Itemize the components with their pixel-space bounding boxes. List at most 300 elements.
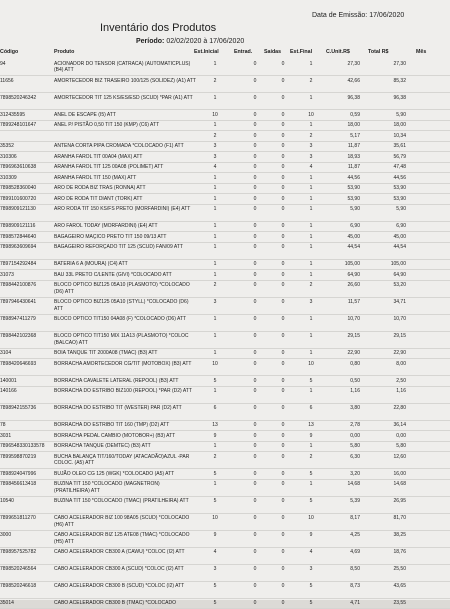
cell-total: 22,90 (368, 350, 406, 357)
cell-c-unit: 53,90 (324, 196, 360, 203)
cell-total: 105,00 (368, 261, 406, 268)
cell-c-unit: 8,17 (324, 515, 360, 522)
report-title: Inventário dos Produtos (100, 22, 216, 34)
cell-entrad: 0 (248, 282, 262, 289)
cell-est-final: 1 (302, 206, 320, 213)
cell-saidas: 0 (276, 433, 290, 440)
cell-total: 85,32 (368, 78, 406, 85)
cell-c-unit: 0,50 (324, 378, 360, 385)
cell-est-final: 1 (302, 388, 320, 395)
cell-produto: ARO DE RODA TIT DIANT (TORK) ATT (54, 196, 196, 203)
cell-entrad: 0 (248, 454, 262, 461)
cell-produto: ANTENA CORTA PIPA CROMADA *COLOCADO (F1) ATT (54, 143, 196, 150)
cell-est-final: 1 (302, 261, 320, 268)
cell-est-final: 2 (302, 78, 320, 85)
cell-c-unit: 6,30 (324, 454, 360, 461)
cell-total: 53,90 (368, 196, 406, 203)
cell-produto: BORRACHA PEDAL CAMBIO (MOTOBOR+) (B3) ATT (54, 433, 196, 440)
cell-saidas: 0 (276, 272, 290, 279)
cell-est-final: 3 (302, 143, 320, 150)
cell-est-final: 1 (302, 481, 320, 488)
cell-codigo: 7898909121130 (0, 206, 52, 213)
cell-est-inicial: 1 (208, 316, 222, 323)
cell-produto: BORRACHA DO ESTRIBO TIT (WESTER) PAR (D2) ATT (54, 405, 196, 412)
cell-total: 1,16 (368, 388, 406, 395)
cell-saidas: 0 (276, 164, 290, 171)
cell-produto: CABO ACELERADOR CB300 A (SCUD) *COLOC (I2) ATT (54, 566, 196, 573)
table-row (0, 222, 450, 233)
cell-entrad: 0 (248, 549, 262, 556)
cell-total: 64,90 (368, 272, 406, 279)
cell-est-inicial: 2 (208, 133, 222, 140)
cell-est-inicial: 1 (208, 388, 222, 395)
table-row (0, 121, 450, 132)
cell-est-inicial: 1 (208, 333, 222, 340)
cell-produto: ACIONADOR DO TENSOR (CATRACA) (AUTOMATICPLUS) (B4) ATT (54, 61, 196, 74)
cell-produto: ANEL P/ PISTÃO 0,50 TIT 150 (KMP) (C6) ATT (54, 122, 196, 129)
cell-c-unit: 4,71 (324, 600, 360, 607)
cell-total: 18,00 (368, 122, 406, 129)
cell-c-unit: 5,39 (324, 498, 360, 505)
cell-produto: BUCHA BALANÇA TIT/160/TODAY (ATACADÃO)AZUL -PAR COLOC. (A5) ATT (54, 454, 196, 467)
cell-codigo: 11656 (0, 78, 52, 85)
cell-c-unit: 6,90 (324, 223, 360, 230)
cell-produto: BOIA TANQUE TIT 2000A08 (TMAC) (B3) ATT (54, 350, 196, 357)
cell-codigo: 7898963609694 (0, 244, 52, 251)
cell-est-inicial: 10 (208, 361, 222, 368)
cell-c-unit: 64,90 (324, 272, 360, 279)
cell-total: 10,70 (368, 316, 406, 323)
cell-entrad: 0 (248, 261, 262, 268)
table-row (0, 110, 450, 121)
table-row (0, 497, 450, 514)
cell-c-unit: 44,56 (324, 175, 360, 182)
cell-entrad: 0 (248, 333, 262, 340)
cell-est-final: 1 (302, 175, 320, 182)
cell-codigo: 7898520246342 (0, 95, 52, 102)
cell-entrad: 0 (248, 316, 262, 323)
cell-est-final: 2 (302, 282, 320, 289)
table-row (0, 359, 450, 376)
table-row (0, 184, 450, 195)
cell-entrad: 0 (248, 422, 262, 429)
cell-total: 38,25 (368, 532, 406, 539)
cell-codigo: 10540 (0, 498, 52, 505)
table-row (0, 452, 450, 469)
cell-est-final: 2 (302, 133, 320, 140)
cell-est-inicial: 3 (208, 143, 222, 150)
table-row (0, 349, 450, 360)
table-row (0, 205, 450, 222)
cell-total: 5,90 (368, 206, 406, 213)
cell-est-inicial: 1 (208, 443, 222, 450)
cell-codigo: 3031 (0, 433, 52, 440)
report-period (136, 38, 244, 45)
cell-c-unit: 26,60 (324, 282, 360, 289)
cell-entrad: 0 (248, 206, 262, 213)
cell-est-inicial: 3 (208, 154, 222, 161)
cell-produto: CABO ACELERADOR CB300 B (TMAC) *COLOCADO (54, 600, 196, 607)
table-row (0, 232, 450, 243)
table-row (0, 548, 450, 565)
cell-total: 25,50 (368, 566, 406, 573)
cell-est-inicial: 4 (208, 549, 222, 556)
cell-c-unit: 5,80 (324, 443, 360, 450)
cell-saidas: 0 (276, 549, 290, 556)
cell-c-unit: 11,87 (324, 164, 360, 171)
cell-codigo: 7896548330133578 (0, 443, 52, 450)
cell-est-inicial: 1 (208, 206, 222, 213)
cell-saidas: 0 (276, 361, 290, 368)
cell-est-inicial: 10 (208, 112, 222, 119)
cell-produto: BAGAGEIRO REFORÇADO TIT 125 (SCUD) FAN/09 ATT (54, 244, 196, 251)
cell-c-unit: 3,20 (324, 471, 360, 478)
cell-produto: AMORTECEDOR TIT 125 KS/ES/ESD (SCUD) *PAR (A1) ATT (54, 95, 196, 102)
cell-est-inicial: 1 (208, 175, 222, 182)
cell-total: 35,61 (368, 143, 406, 150)
cell-produto: BLOCO OPTICO BIZ125 05A10 (STYLL) *COLOCADO (D6) ATT (54, 299, 196, 312)
cell-saidas: 0 (276, 600, 290, 607)
cell-c-unit: 0,00 (324, 433, 360, 440)
cell-c-unit: 8,50 (324, 566, 360, 573)
cell-est-inicial: 2 (208, 78, 222, 85)
cell-saidas: 0 (276, 78, 290, 85)
cell-entrad: 0 (248, 61, 262, 68)
cell-saidas: 0 (276, 481, 290, 488)
cell-produto: BAU 33L PRETO C/LENTE (GIVI) *COLOCADO ATT (54, 272, 196, 279)
cell-est-inicial: 4 (208, 164, 222, 171)
table-row (0, 298, 450, 315)
cell-codigo: 3104 (0, 350, 52, 357)
cell-entrad: 0 (248, 164, 262, 171)
cell-saidas: 0 (276, 422, 290, 429)
table-row (0, 421, 450, 432)
cell-codigo: 7898942155736 (0, 405, 52, 412)
table-row (0, 599, 450, 609)
cell-c-unit: 5,90 (324, 206, 360, 213)
cell-saidas: 0 (276, 234, 290, 241)
cell-codigo: 7898456613418 (0, 481, 52, 488)
cell-saidas: 0 (276, 185, 290, 192)
cell-est-inicial: 5 (208, 600, 222, 607)
cell-entrad: 0 (248, 471, 262, 478)
cell-saidas: 0 (276, 316, 290, 323)
cell-est-inicial: 5 (208, 471, 222, 478)
cell-c-unit: 45,00 (324, 234, 360, 241)
cell-saidas: 0 (276, 95, 290, 102)
table-row (0, 142, 450, 153)
cell-saidas: 0 (276, 583, 290, 590)
cell-est-inicial: 1 (208, 185, 222, 192)
cell-codigo: 7896963610638 (0, 164, 52, 171)
table-row (0, 152, 450, 163)
cell-est-final: 6 (302, 405, 320, 412)
cell-entrad: 0 (248, 532, 262, 539)
cell-saidas: 0 (276, 133, 290, 140)
column-header-entrad: Entrad. (234, 49, 252, 55)
column-header-mes: Mês (416, 49, 426, 55)
cell-est-final: 1 (302, 95, 320, 102)
cell-produto: BUZINA TIT 150 *COLOCADO (MAGNETRON) (PRATILHEIRA) ATT (54, 481, 196, 494)
column-header-c-unit: C.Unit.R$ (326, 49, 350, 55)
cell-est-final: 5 (302, 498, 320, 505)
cell-produto: ARO RODA TIT 150 KS/FS PRETO (MORFARDINI) (E4) ATT (54, 206, 196, 213)
cell-est-final: 1 (302, 316, 320, 323)
cell-est-final: 1 (302, 223, 320, 230)
table-row (0, 163, 450, 174)
cell-codigo: 7898924047996 (0, 471, 52, 478)
cell-est-final: 5 (302, 378, 320, 385)
cell-saidas: 0 (276, 388, 290, 395)
cell-c-unit: 10,70 (324, 316, 360, 323)
cell-entrad: 0 (248, 272, 262, 279)
cell-c-unit: 11,87 (324, 143, 360, 150)
period-label: Período: (136, 38, 164, 45)
cell-codigo: 7898442100876 (0, 282, 52, 289)
cell-saidas: 0 (276, 515, 290, 522)
column-header-saidas: Saídas (264, 49, 281, 55)
cell-est-final: 3 (302, 566, 320, 573)
cell-c-unit: 0,80 (324, 361, 360, 368)
cell-produto: BORRACHA DO ESTRIBO BIZ100 (REPOOL) *PAR (D2) ATT (54, 388, 196, 395)
cell-est-final: 3 (302, 299, 320, 306)
cell-est-final: 1 (302, 122, 320, 129)
table-row (0, 93, 450, 110)
cell-total: 45,00 (368, 234, 406, 241)
cell-total: 8,00 (368, 361, 406, 368)
cell-est-final: 10 (302, 361, 320, 368)
cell-total: 10,34 (368, 133, 406, 140)
cell-saidas: 0 (276, 532, 290, 539)
cell-codigo: 7899651811270 (0, 515, 52, 522)
cell-est-inicial: 3 (208, 299, 222, 306)
cell-entrad: 0 (248, 388, 262, 395)
cell-est-final: 4 (302, 549, 320, 556)
cell-est-final: 10 (302, 515, 320, 522)
cell-saidas: 0 (276, 443, 290, 450)
cell-produto: ANEL DE ESCAPE (I5) ATT (54, 112, 196, 119)
cell-total: 14,68 (368, 481, 406, 488)
cell-est-final: 9 (302, 532, 320, 539)
cell-saidas: 0 (276, 471, 290, 478)
cell-est-inicial: 9 (208, 433, 222, 440)
cell-total: 27,30 (368, 61, 406, 68)
cell-total: 16,00 (368, 471, 406, 478)
cell-produto: CABO ACELERADOR BIZ 125 ATE08 (TMAC) *COLOCADO (H5) ATT (54, 532, 196, 545)
table-row (0, 315, 450, 332)
cell-est-inicial: 9 (208, 532, 222, 539)
cell-est-final: 1 (302, 185, 320, 192)
cell-produto: BLOCO OPTICO TIT150 04A08 (F) *COLOCADO (D6) ATT (54, 316, 196, 323)
cell-codigo: 310306 (0, 154, 52, 161)
cell-c-unit: 29,15 (324, 333, 360, 340)
column-header-total: Total R$ (368, 49, 389, 55)
cell-est-final: 1 (302, 443, 320, 450)
cell-est-inicial: 5 (208, 498, 222, 505)
cell-codigo: 7898572844640 (0, 234, 52, 241)
cell-saidas: 0 (276, 112, 290, 119)
cell-saidas: 0 (276, 333, 290, 340)
cell-codigo: 7898520246564 (0, 566, 52, 573)
cell-saidas: 0 (276, 454, 290, 461)
table-row (0, 131, 450, 142)
cell-entrad: 0 (248, 443, 262, 450)
cell-saidas: 0 (276, 498, 290, 505)
cell-est-final: 1 (302, 272, 320, 279)
cell-produto: BLOCO OPTICO BIZ125 05A10 (PLASMOTO) *COLOCADO (D6) ATT (54, 282, 196, 295)
cell-total: 96,38 (368, 95, 406, 102)
cell-c-unit: 4,69 (324, 549, 360, 556)
cell-saidas: 0 (276, 378, 290, 385)
cell-produto: BATERIA 6 A (MOURA) (C4) ATT (54, 261, 196, 268)
cell-saidas: 0 (276, 261, 290, 268)
cell-total: 44,56 (368, 175, 406, 182)
cell-total: 53,20 (368, 282, 406, 289)
cell-saidas: 0 (276, 143, 290, 150)
cell-est-final: 1 (302, 350, 320, 357)
cell-codigo: 3000 (0, 532, 52, 539)
cell-codigo: 7898957525782 (0, 549, 52, 556)
cell-total: 53,90 (368, 185, 406, 192)
cell-est-inicial: 2 (208, 282, 222, 289)
table-row (0, 469, 450, 480)
table-row (0, 582, 450, 599)
table-row (0, 59, 450, 76)
cell-c-unit: 3,80 (324, 405, 360, 412)
table-row (0, 565, 450, 582)
table-row (0, 281, 450, 298)
cell-c-unit: 53,90 (324, 185, 360, 192)
table-row (0, 332, 450, 349)
cell-est-final: 2 (302, 454, 320, 461)
cell-produto: ARANHA FAROL TIT 150 (MAX) ATT (54, 175, 196, 182)
cell-total: 0,00 (368, 433, 406, 440)
cell-est-final: 10 (302, 112, 320, 119)
cell-entrad: 0 (248, 433, 262, 440)
cell-est-inicial: 1 (208, 481, 222, 488)
cell-est-inicial: 5 (208, 583, 222, 590)
cell-saidas: 0 (276, 154, 290, 161)
table-row (0, 404, 450, 421)
inventory-table-body (0, 59, 450, 609)
table-row (0, 480, 450, 497)
cell-entrad: 0 (248, 350, 262, 357)
table-row (0, 376, 450, 387)
cell-produto: ARANHA FAROL TIT 125 00A08 (POLIMET) ATT (54, 164, 196, 171)
period-start: 02/02/2020 (166, 38, 201, 45)
cell-entrad: 0 (248, 299, 262, 306)
cell-entrad: 0 (248, 154, 262, 161)
cell-codigo: 7899101600720 (0, 196, 52, 203)
cell-total: 56,79 (368, 154, 406, 161)
cell-codigo: 35352 (0, 143, 52, 150)
table-row (0, 194, 450, 205)
cell-c-unit: 27,30 (324, 61, 360, 68)
cell-saidas: 0 (276, 223, 290, 230)
cell-saidas: 0 (276, 122, 290, 129)
cell-total: 22,80 (368, 405, 406, 412)
cell-produto: BUJÃO OLEO CG 125 (WGK) *COLOCADO (A5) ATT (54, 471, 196, 478)
cell-codigo: 31073 (0, 272, 52, 279)
cell-est-final: 5 (302, 471, 320, 478)
cell-entrad: 0 (248, 133, 262, 140)
cell-produto: BAGAGEIRO MAÇICO PRETO TIT 150 09/13 ATT (54, 234, 196, 241)
cell-est-inicial: 1 (208, 234, 222, 241)
cell-c-unit: 96,38 (324, 95, 360, 102)
cell-entrad: 0 (248, 361, 262, 368)
cell-total: 5,90 (368, 112, 406, 119)
cell-produto: BORRACHA DO ESTRIBO TIT 160 (TMP) (D2) ATT (54, 422, 196, 429)
cell-c-unit: 105,00 (324, 261, 360, 268)
cell-total: 34,71 (368, 299, 406, 306)
cell-c-unit: 4,25 (324, 532, 360, 539)
cell-est-final: 5 (302, 583, 320, 590)
cell-est-final: 1 (302, 244, 320, 251)
cell-produto: BLOCO OPTICO TIT150 MIX 11A13 (PLASMOTO) *COLOC (BALCAO) ATT (54, 333, 196, 346)
period-separator: à (203, 38, 207, 45)
cell-entrad: 0 (248, 122, 262, 129)
cell-total: 2,50 (368, 378, 406, 385)
cell-est-inicial: 1 (208, 122, 222, 129)
cell-saidas: 0 (276, 405, 290, 412)
cell-saidas: 0 (276, 61, 290, 68)
cell-est-inicial: 1 (208, 244, 222, 251)
cell-codigo: 7898420646693 (0, 361, 52, 368)
cell-entrad: 0 (248, 78, 262, 85)
cell-codigo: 7898520246618 (0, 583, 52, 590)
cell-c-unit: 1,16 (324, 388, 360, 395)
cell-entrad: 0 (248, 405, 262, 412)
table-row (0, 531, 450, 548)
cell-c-unit: 14,68 (324, 481, 360, 488)
cell-est-inicial: 2 (208, 454, 222, 461)
column-header-codigo: Código (0, 49, 52, 55)
cell-produto: CABO ACELERADOR CB300 B (SCUD) *COLOC (I2) ATT (54, 583, 196, 590)
cell-entrad: 0 (248, 244, 262, 251)
cell-entrad: 0 (248, 196, 262, 203)
emission-date (312, 12, 404, 19)
table-row (0, 514, 450, 531)
period-end: 17/06/2020 (209, 38, 244, 45)
cell-codigo: 7898528360040 (0, 185, 52, 192)
cell-produto: BUZINA TIT 150 *COLOCADO (TMAC) (PRATILHEIRA) ATT (54, 498, 196, 505)
cell-total: 12,60 (368, 454, 406, 461)
cell-total: 6,90 (368, 223, 406, 230)
cell-total: 29,15 (368, 333, 406, 340)
cell-saidas: 0 (276, 175, 290, 182)
table-row (0, 387, 450, 404)
cell-c-unit: 0,59 (324, 112, 360, 119)
cell-entrad: 0 (248, 185, 262, 192)
cell-entrad: 0 (248, 234, 262, 241)
cell-est-inicial: 1 (208, 261, 222, 268)
table-row (0, 442, 450, 453)
cell-saidas: 0 (276, 350, 290, 357)
cell-est-inicial: 1 (208, 61, 222, 68)
cell-produto: BORRACHA TANQUE (DEMTEC) (B3) ATT (54, 443, 196, 450)
cell-codigo: 7897946430641 (0, 299, 52, 306)
cell-est-final: 1 (302, 333, 320, 340)
cell-c-unit: 42,66 (324, 78, 360, 85)
cell-produto: ARO FAROL TODAY (MORFARDINI) (E4) ATT (54, 223, 196, 230)
cell-total: 26,95 (368, 498, 406, 505)
cell-produto: BORRACHA AMORTECEDOR CG/TIT (MOTOBOX) (B3) ATT (54, 361, 196, 368)
cell-total: 5,80 (368, 443, 406, 450)
cell-entrad: 0 (248, 143, 262, 150)
cell-est-inicial: 6 (208, 405, 222, 412)
cell-c-unit: 44,54 (324, 244, 360, 251)
cell-est-final: 9 (302, 433, 320, 440)
